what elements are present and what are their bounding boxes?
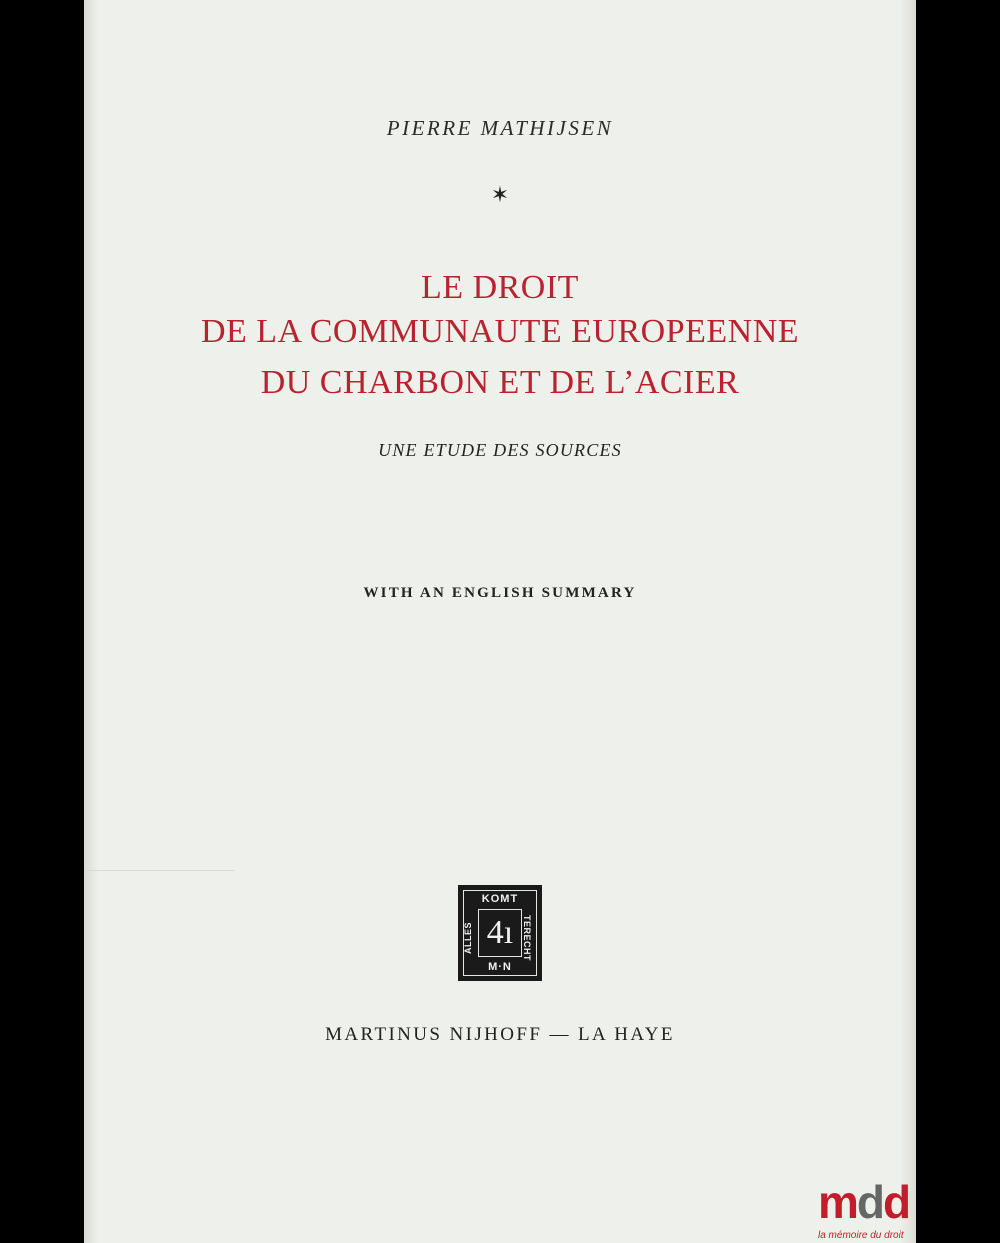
watermark-letter-d1: d [856,1176,884,1228]
cover-crease [84,870,234,871]
watermark-letter-m: m [818,1176,857,1228]
title-line-3: DU CHARBON ET DE L’ACIER [260,364,740,401]
star-ornament-icon: ✶ [490,182,510,207]
summary-note: WITH AN ENGLISH SUMMARY [363,585,637,601]
watermark-letters [818,1176,909,1228]
title-line-1: LE DROIT [421,269,579,306]
title-line-2: DE LA COMMUNAUTE EUROPEENNE [200,313,800,350]
watermark-letter-d2: d [883,1176,910,1228]
author-name: PIERRE MATHIJSEN [386,116,614,140]
emblem-center-mark: 4ı [478,909,522,957]
emblem-top-text: KOMT [481,893,519,905]
publisher-name: MARTINUS NIJHOFF — LA HAYE [325,1024,675,1045]
emblem-left-text: ALLES [463,921,474,955]
watermark-caption: la mémoire du droit [818,1230,904,1241]
subtitle: UNE ETUDE DES SOURCES [378,440,622,460]
emblem-right-text: TERECHT [522,915,532,961]
publisher-emblem-icon [458,885,542,981]
mdd-watermark-logo [814,1176,916,1243]
emblem-bottom-text: M·N [488,961,512,973]
